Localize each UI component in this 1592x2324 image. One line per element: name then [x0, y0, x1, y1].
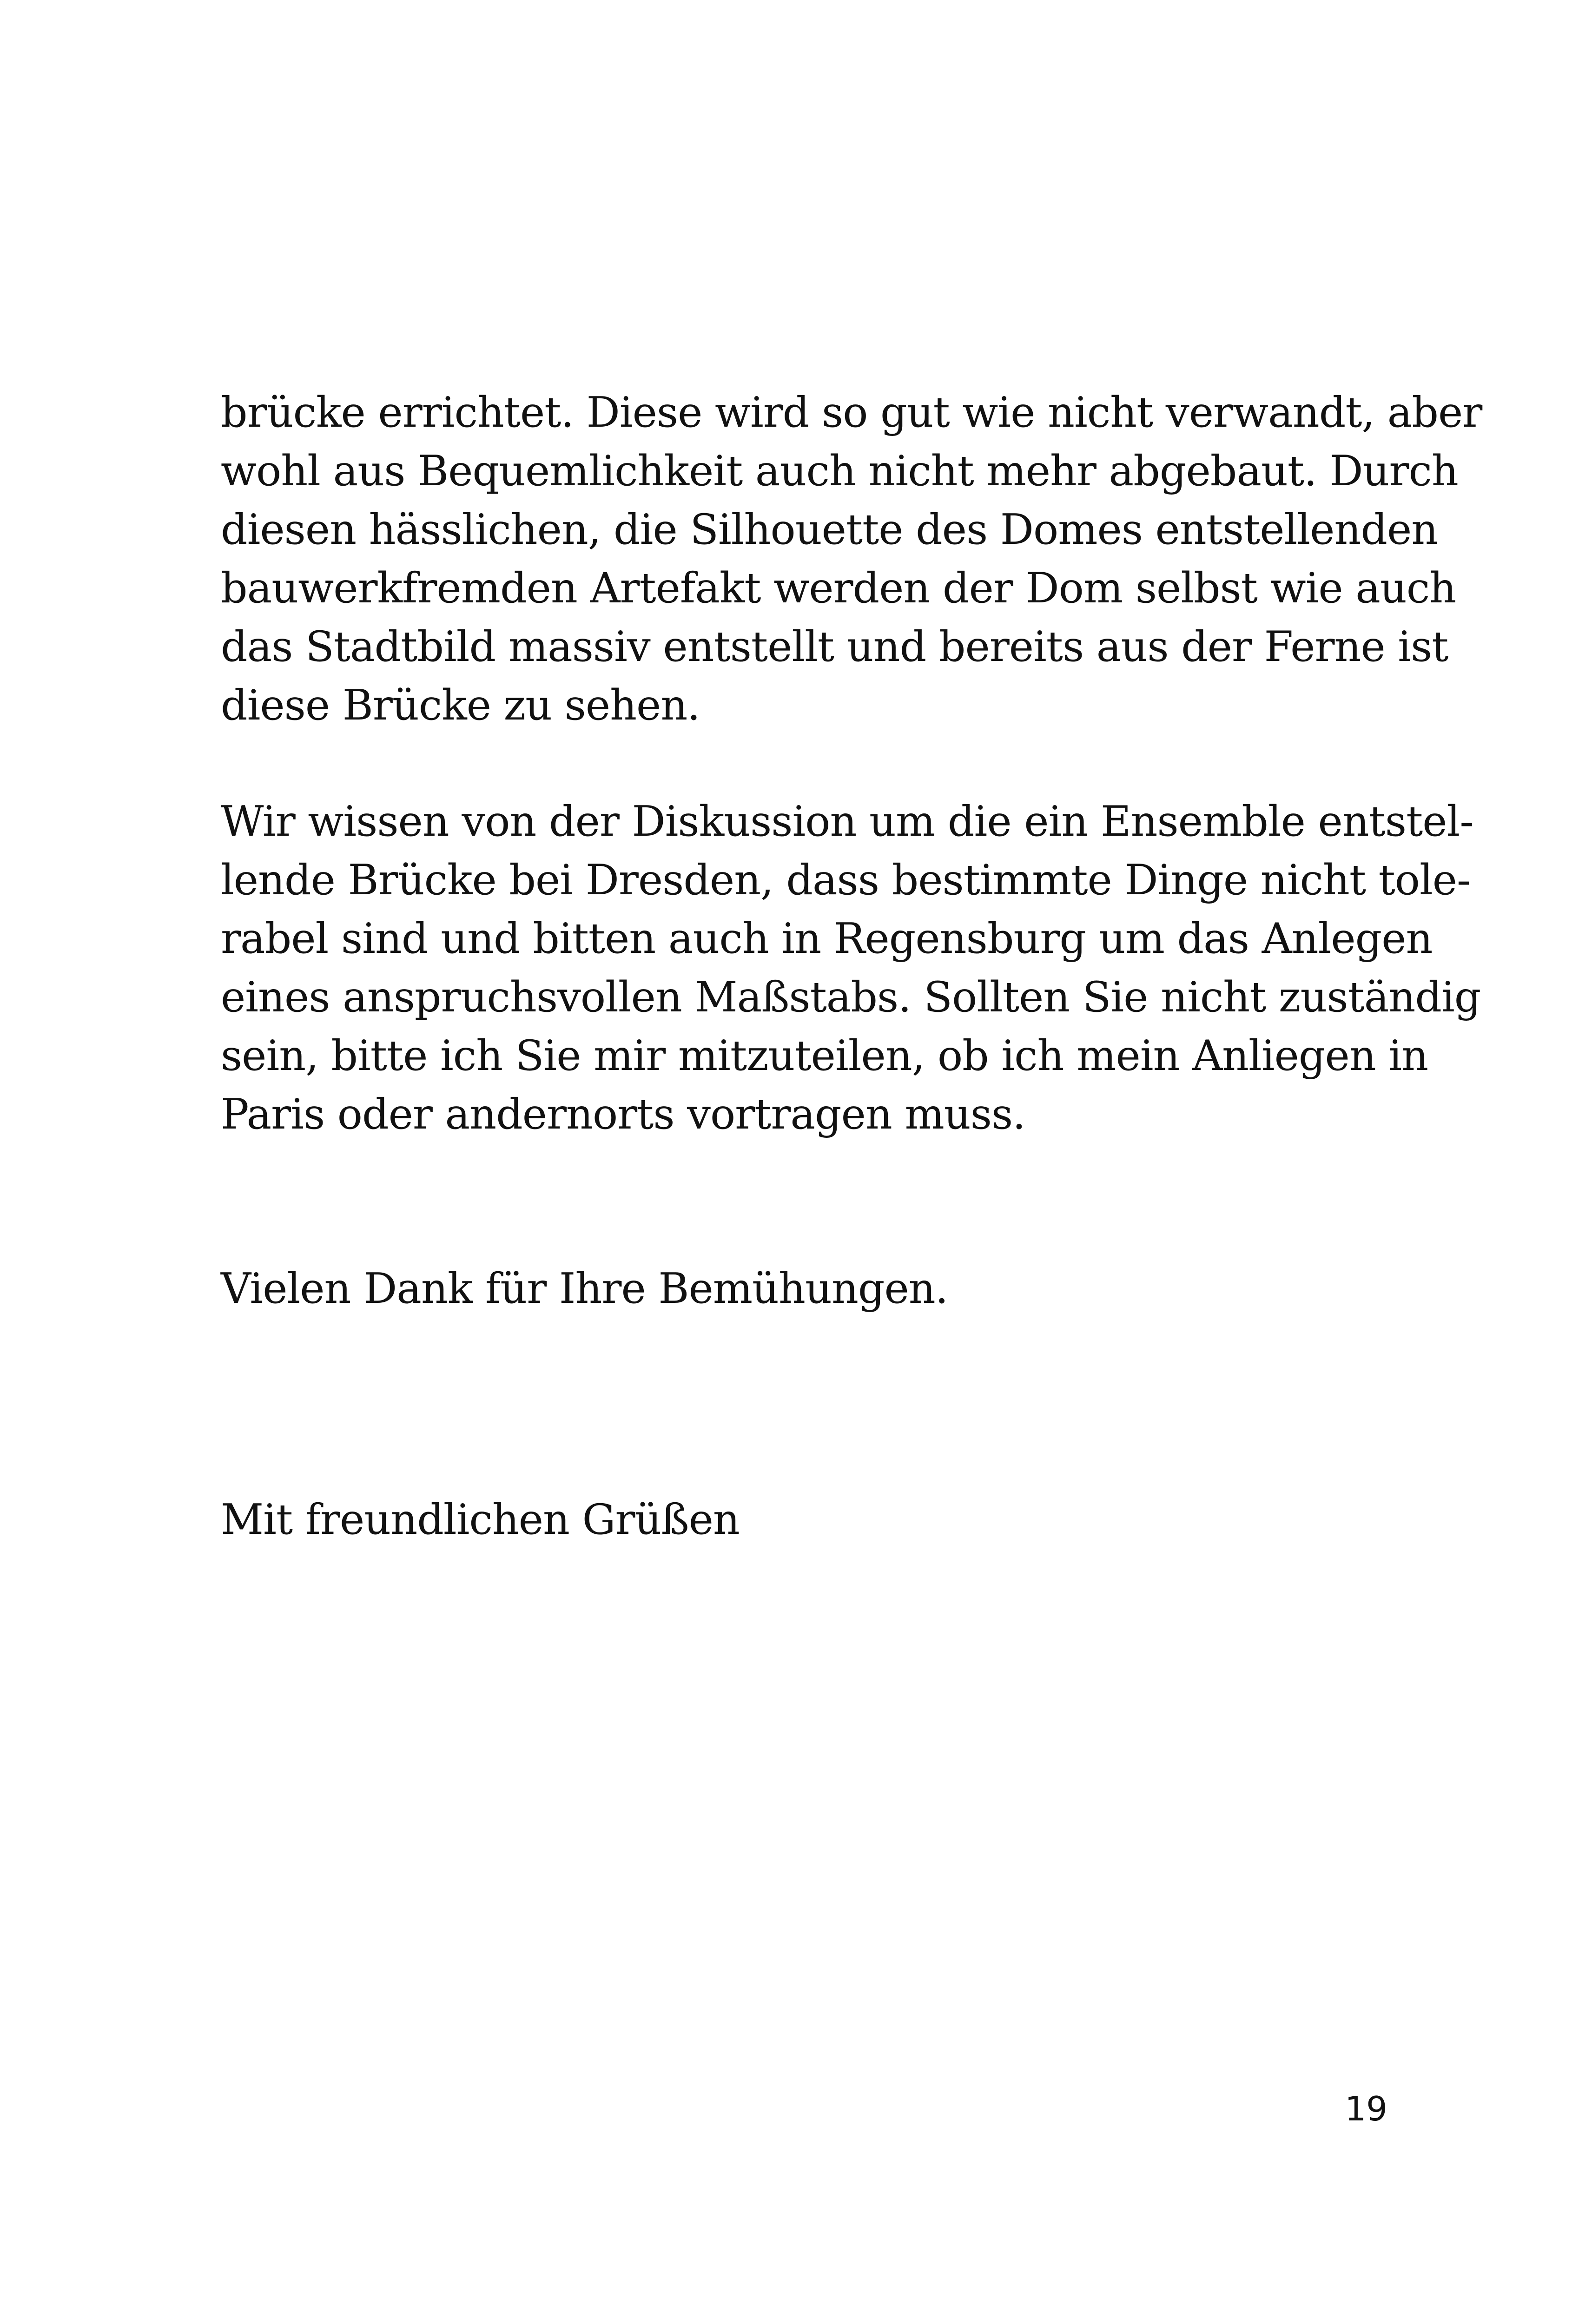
thanks-line [221, 1260, 1383, 1318]
thanks-text: Vielen Dank für Ihre Bemühungen. [221, 1264, 948, 1313]
paragraph-line: lende Brücke bei Dresden, dass bestimmte Dinge nicht tole- [221, 856, 1471, 905]
paragraph-line: Paris oder andernorts vortragen muss. [221, 1090, 1025, 1139]
paragraph-line: bauwerkfremden Artefakt werden der Dom selbst wie auch [221, 564, 1456, 613]
paragraph-line: eines anspruchsvollen Maßstabs. Sollten Sie nicht zuständig [221, 973, 1481, 1022]
paragraph-line: diesen hässlichen, die Silhouette des Domes entstellenden [221, 505, 1438, 554]
greeting-line [221, 1491, 1383, 1549]
paragraph-line: sein, bitte ich Sie mir mitzuteilen, ob ich mein Anliegen in [221, 1031, 1428, 1080]
paragraph-line: rabel sind und bitten auch in Regensburg um das Anlegen [221, 914, 1433, 963]
paragraph-line: wohl aus Bequemlichkeit auch nicht mehr abgebaut. Durch [221, 447, 1458, 495]
paragraph-line: diese Brücke zu sehen. [221, 681, 700, 730]
paragraph-2 [221, 792, 1481, 1144]
paragraph-line: das Stadtbild massiv entstellt und bereits aus der Ferne ist [221, 622, 1448, 671]
paragraph-1 [221, 383, 1482, 735]
paragraph-line: Wir wissen von der Diskussion um die ein Ensemble entstel- [221, 797, 1473, 846]
greeting-text: Mit freundlichen Grüßen [221, 1495, 740, 1544]
page-number: 19 [1345, 2089, 1387, 2128]
paragraph-line: brücke errichtet. Diese wird so gut wie nicht verwandt, aber [221, 388, 1482, 437]
